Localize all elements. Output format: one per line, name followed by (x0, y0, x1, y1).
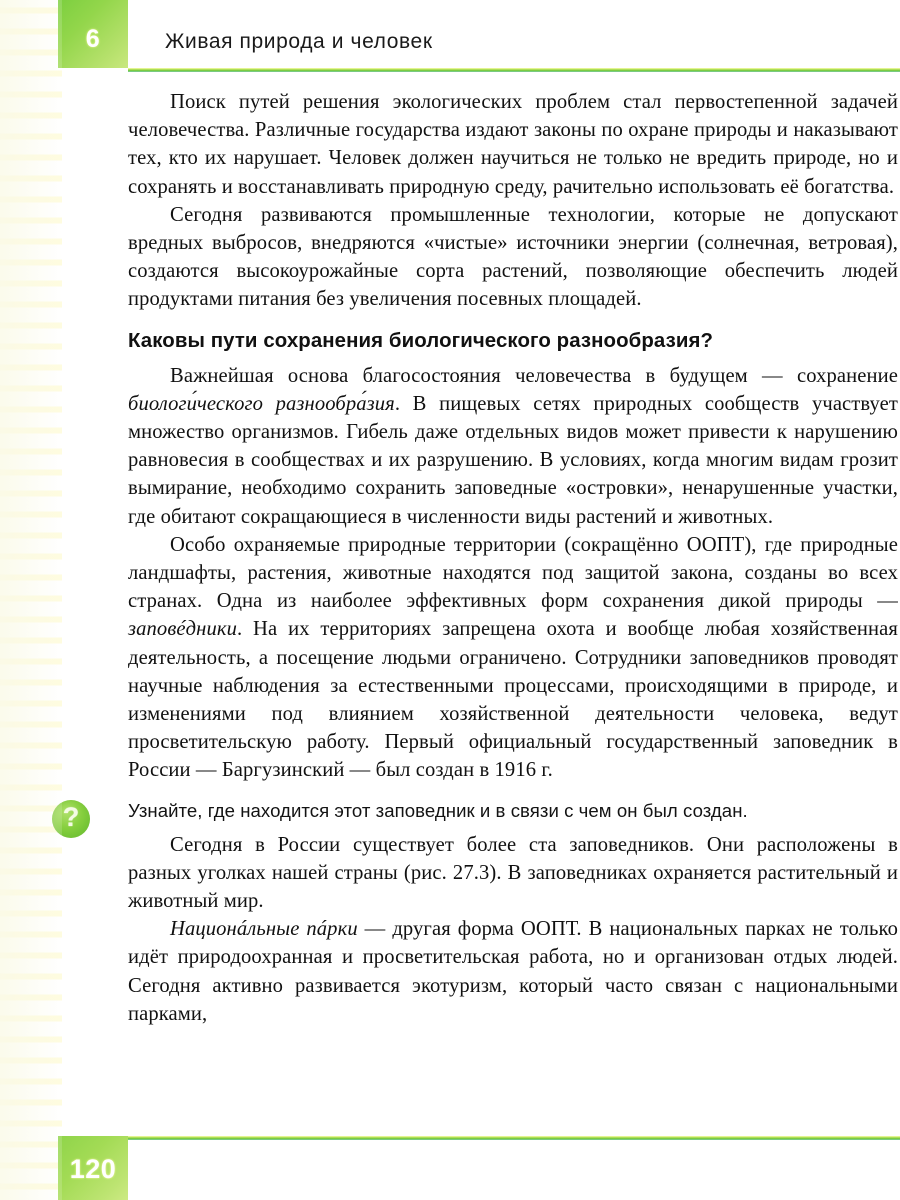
paragraph-3-text-b: . В пищевых сетях природных сообществ участвует множество организмов. Гибель даже отдельных видов может привести к нарушению равновесия в сообществах и их разрушению. В условиях, когда многим видам грозит вымирание, необходимо сохранить заповедные «островки», ненарушенные участки, где обитают сокращающиеся в численности виды растений и животных. (128, 392, 898, 528)
paragraph-5: Сегодня в России существует более ста заповедников. Они расположены в разных уголках нашей страны (рис. 27.3). В заповедниках охраняется растительный и животный мир. (128, 833, 898, 913)
paragraph-6 (128, 915, 898, 1028)
page-number: 120 (69, 1153, 117, 1184)
task-block (62, 797, 898, 833)
chapter-number-badge (58, 0, 128, 68)
question-mark-glyph: ? (62, 802, 80, 833)
paragraph-2: Сегодня развиваются промышленные технологии, которые не допускают вредных выбросов, внедряются «чистые» источники энергии (солнечная, ветровая), создаются высокоурожайные сорта растений, позволяющие обеспечить людей продуктами питания без увеличения посевных площадей. (128, 203, 898, 311)
section-heading: Каковы пути сохранения биологического разнообразия? (128, 329, 714, 352)
chapter-title: Живая природа и человек (165, 30, 433, 53)
paragraph-1: Поиск путей решения экологических проблем стал первостепенной задачей человечества. Различные государства издают законы по охране природы и наказывают тех, кто их нарушает. Человек должен научиться не только не вредить природе, но и сохранять и восстанавливать природную среду, рачительно использовать её богатства. (128, 91, 898, 198)
page-header (0, 0, 900, 72)
paragraph-4 (128, 531, 898, 785)
header-divider-rule (128, 68, 900, 72)
paragraph-3-text-a: Важнейшая основа благосостояния человечества в будущем — сохранение (170, 364, 898, 387)
paragraph-4-text-b: . На их территориях запрещена охота и вообще любая хозяйственная деятельность, а посещение людьми ограничено. Сотрудники заповедников проводят научные наблюдения за естественными процессами, происходящими в природе, и изменениями под влиянием хозяйственной деятельности человека, ведут просветительскую работу. Первый официальный государственный заповедник в России — Баргузинский — был создан в 1916 г. (128, 618, 898, 782)
footer-divider-rule (128, 1136, 900, 1140)
term-national-parks: Национáльные пáрки (170, 918, 358, 941)
page-footer (0, 1136, 900, 1200)
paragraph-3 (128, 362, 898, 531)
term-nature-reserves: заповéдники (128, 618, 237, 641)
question-mark-icon (52, 800, 90, 838)
page-number-badge (58, 1136, 128, 1200)
chapter-number: 6 (85, 24, 101, 53)
page-content (62, 88, 899, 1028)
task-text: Узнайте, где находится этот заповедник и в связи с чем он был создан. (128, 799, 748, 821)
paragraph-6-text-b: — другая форма ООПТ. В национальных парках не только идёт природоохранная и просветительская работа, но и организован отдых людей. Сегодня активно развивается экотуризм, который часто связан с национальными парками, (128, 918, 899, 1025)
paragraph-4-text-a: Особо охраняемые природные территории (сокращённо ООПТ), где природные ландшафты, растения, животные находятся под защитой закона, созданы во всех странах. Одна из наиболее эффективных форм сохранения дикой природы — (128, 533, 898, 613)
term-biological-diversity: биологи́ческого разнообра́зия (128, 392, 395, 415)
